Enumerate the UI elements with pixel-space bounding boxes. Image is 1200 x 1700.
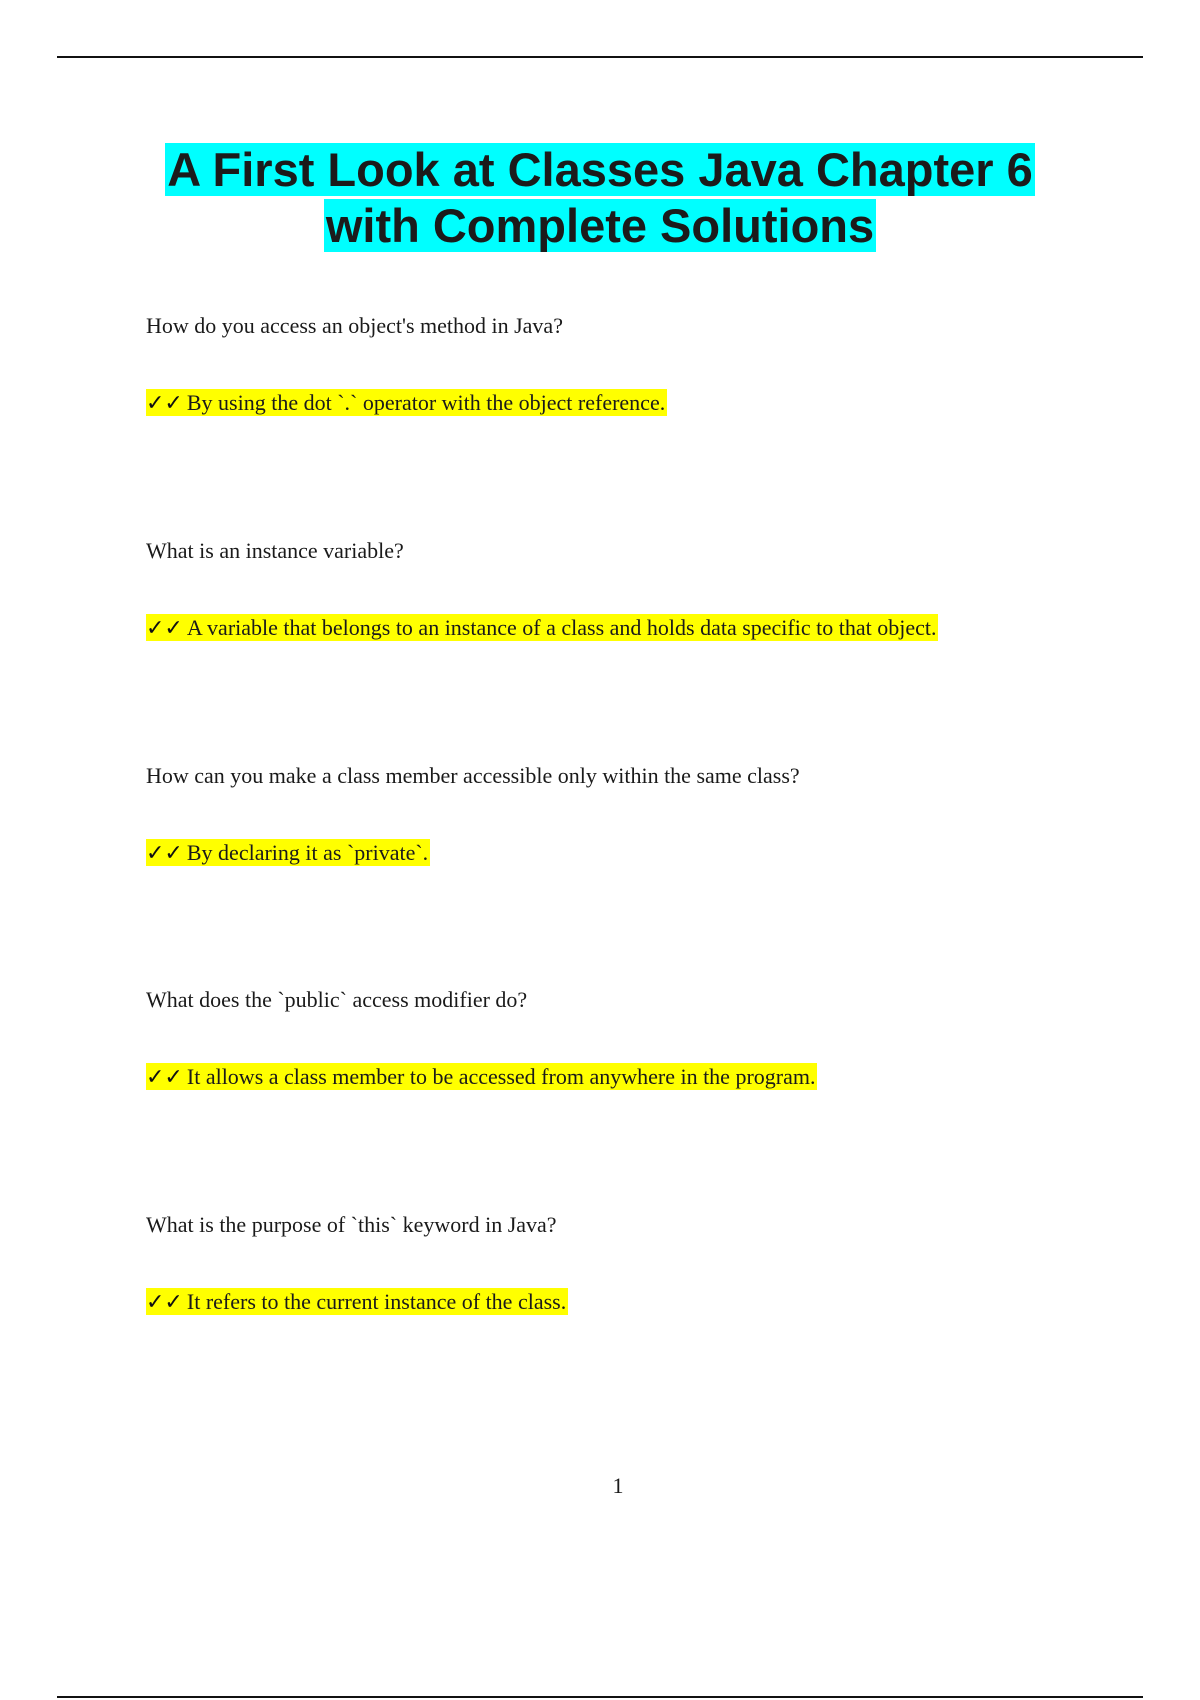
answer-label: It refers to the current instance of the class. <box>186 1289 567 1314</box>
question-text: How do you access an object's method in Java? <box>146 313 563 338</box>
title-line-2: with Complete Solutions <box>325 199 875 252</box>
answer-highlight <box>146 614 938 641</box>
double-check-icon: ✓✓ <box>146 1065 183 1090</box>
double-check-icon: ✓✓ <box>146 391 183 416</box>
question-text: What does the `public` access modifier do? <box>146 987 528 1012</box>
answer-highlight <box>146 1063 817 1090</box>
answer-highlight <box>146 389 667 416</box>
answer-text <box>146 1287 568 1318</box>
answer-text <box>146 613 938 644</box>
question-text: What is an instance variable? <box>146 538 404 563</box>
answer-label: By using the dot `.` operator with the object reference. <box>186 390 666 415</box>
answer-label: A variable that belongs to an instance of a class and holds data specific to that object. <box>186 615 937 640</box>
title-line-1: A First Look at Classes Java Chapter 6 <box>167 143 1033 196</box>
answer-text <box>146 388 667 419</box>
answer-highlight <box>146 839 430 866</box>
answer-label: By declaring it as `private`. <box>186 840 429 865</box>
double-check-icon: ✓✓ <box>146 841 183 866</box>
answer-text <box>146 838 430 869</box>
question-text: How can you make a class member accessible only within the same class? <box>146 763 800 788</box>
page-number: 1 <box>612 1473 624 1498</box>
double-check-icon: ✓✓ <box>146 1290 183 1315</box>
answer-label: It allows a class member to be accessed from anywhere in the program. <box>186 1064 816 1089</box>
double-check-icon: ✓✓ <box>146 616 183 641</box>
header-rule <box>57 56 1143 58</box>
answer-text <box>146 1062 817 1093</box>
document-title <box>57 142 1143 254</box>
answer-highlight <box>146 1288 568 1315</box>
footer-rule <box>57 1696 1143 1698</box>
question-text: What is the purpose of `this` keyword in Java? <box>146 1212 557 1237</box>
